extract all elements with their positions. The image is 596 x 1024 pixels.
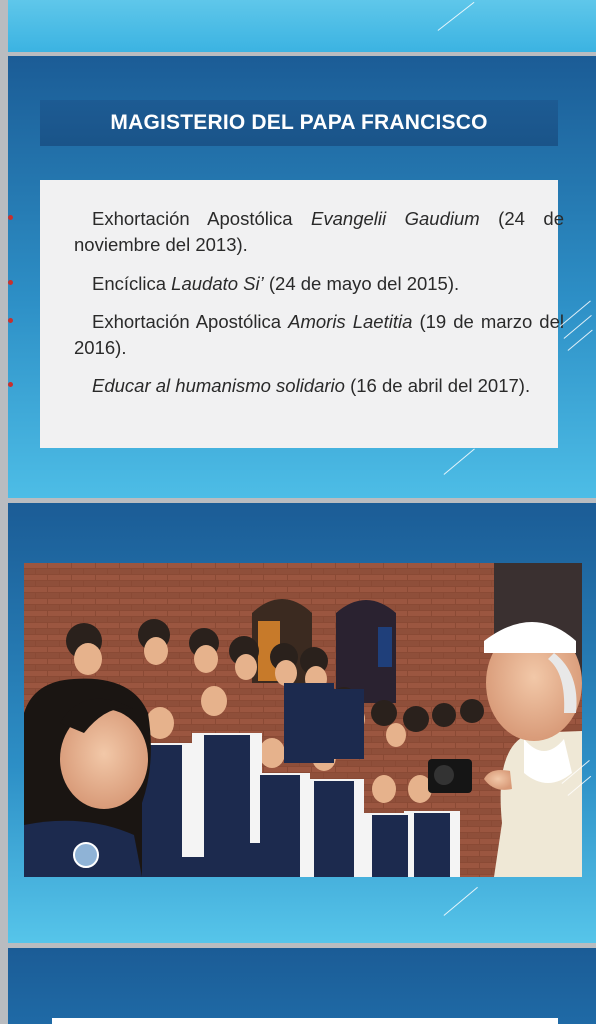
slide-title: MAGISTERIO DEL PAPA FRANCISCO — [40, 100, 558, 146]
list-item: Educar al humanismo solidario (16 de abril del 2017). — [74, 373, 564, 399]
content-box — [40, 180, 564, 448]
list-item: Encíclica Laudato Si’ (24 de mayo del 2015). — [74, 271, 564, 297]
slide-photo — [8, 503, 596, 943]
decorative-line — [560, 300, 592, 327]
previous-slide-fragment — [8, 0, 596, 52]
next-slide-fragment — [8, 948, 596, 1024]
photo-pope-with-children — [24, 563, 582, 877]
bullet-icon — [8, 215, 13, 220]
decorative-line — [444, 448, 476, 475]
decorative-line — [438, 2, 475, 31]
decorative-line — [444, 887, 479, 916]
bullet-icon — [8, 382, 13, 387]
bullet-icon — [8, 318, 13, 323]
slide-magisterio — [8, 56, 596, 498]
title-bar-fragment — [52, 1018, 558, 1024]
list-item: Exhortación Apostólica Amoris Laetitia (19 de marzo del 2016). — [74, 309, 564, 361]
list-item: Exhortación Apostólica Evangelii Gaudium (24 de noviembre del 2013). — [74, 206, 564, 258]
bullet-icon — [8, 280, 13, 285]
